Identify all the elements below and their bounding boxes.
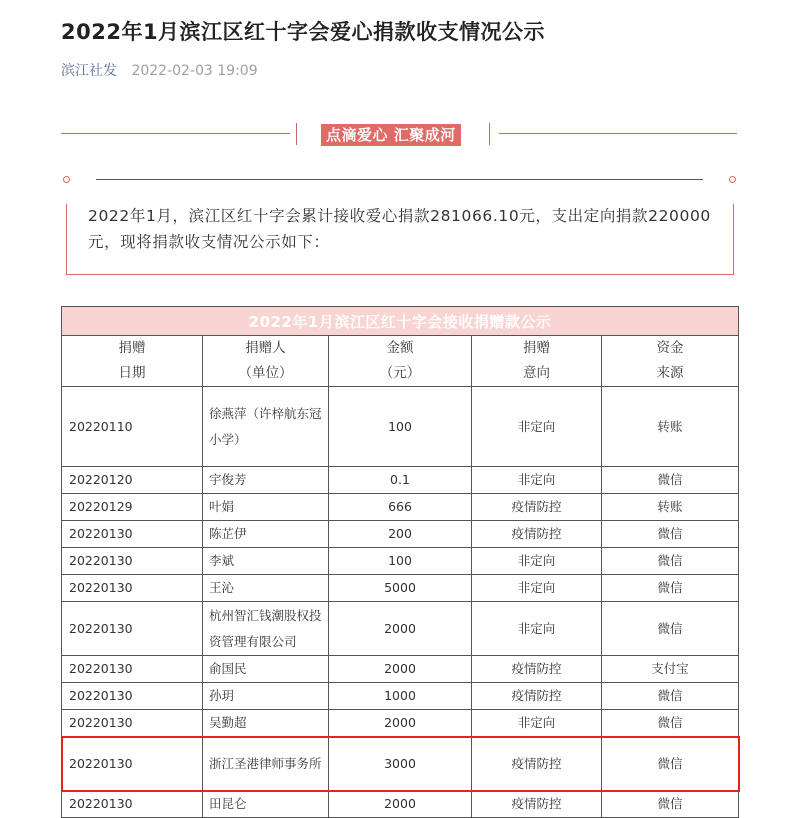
- banner-tick-right: [489, 123, 490, 145]
- cell-donor: 李斌: [203, 548, 329, 575]
- cell-date: 20220129: [62, 494, 203, 521]
- banner-divider-right: [499, 133, 737, 134]
- cell-date: 20220110: [62, 387, 203, 467]
- author-link[interactable]: 滨江社发: [61, 63, 117, 79]
- table-row: [62, 710, 739, 737]
- decor-divider: [96, 179, 703, 180]
- publish-date: 2022-02-03 19:09: [131, 63, 258, 79]
- cell-amount: 1000: [329, 683, 472, 710]
- header-date: 捐赠 日期: [62, 336, 203, 387]
- header-amount: 金额 （元）: [329, 336, 472, 387]
- cell-source: 微信: [602, 791, 739, 818]
- cell-date: 20220130: [62, 548, 203, 575]
- cell-amount: 3000: [329, 737, 472, 791]
- cell-source: 微信: [602, 548, 739, 575]
- header-source: 资金 来源: [602, 336, 739, 387]
- cell-source: 支付宝: [602, 656, 739, 683]
- cell-source: 微信: [602, 575, 739, 602]
- cell-source: 转账: [602, 387, 739, 467]
- cell-amount: 2000: [329, 710, 472, 737]
- cell-date: 20220130: [62, 656, 203, 683]
- cell-amount: 5000: [329, 575, 472, 602]
- cell-date: 20220130: [62, 683, 203, 710]
- table-row: [62, 683, 739, 710]
- cell-amount: 200: [329, 521, 472, 548]
- banner-slogan: 点滴爱心 汇聚成河: [321, 124, 461, 146]
- cell-amount: 2000: [329, 656, 472, 683]
- cell-amount: 2000: [329, 791, 472, 818]
- cell-intent: 非定向: [472, 710, 602, 737]
- table-row: [62, 656, 739, 683]
- cell-date: 20220130: [62, 521, 203, 548]
- table-caption: 2022年1月滨江区红十字会接收捐赠款公示: [62, 307, 739, 336]
- cell-source: 微信: [602, 710, 739, 737]
- cell-donor: 孙玥: [203, 683, 329, 710]
- cell-donor: 宇俊芳: [203, 467, 329, 494]
- cell-donor: 田昆仑: [203, 791, 329, 818]
- cell-source: 微信: [602, 467, 739, 494]
- cell-amount: 0.1: [329, 467, 472, 494]
- cell-date: 20220130: [62, 737, 203, 791]
- cell-donor: 徐燕萍（许梓航东冠小学）: [203, 387, 329, 467]
- banner-divider-left: [61, 133, 290, 134]
- cell-amount: 100: [329, 548, 472, 575]
- table-row: [62, 521, 739, 548]
- table-row: [62, 791, 739, 818]
- cell-donor: 叶娟: [203, 494, 329, 521]
- cell-intent: 疫情防控: [472, 494, 602, 521]
- table-row: [62, 575, 739, 602]
- cell-intent: 非定向: [472, 467, 602, 494]
- cell-donor: 陈芷伊: [203, 521, 329, 548]
- cell-intent: 非定向: [472, 387, 602, 467]
- article-title: 2022年1月滨江区红十字会爱心捐款收支情况公示: [61, 20, 546, 44]
- cell-date: 20220130: [62, 710, 203, 737]
- highlighted-table-row: [62, 737, 739, 791]
- header-intent: 捐赠 意向: [472, 336, 602, 387]
- cell-donor: 杭州智汇钱潮股权投资管理有限公司: [203, 602, 329, 656]
- cell-date: 20220130: [62, 575, 203, 602]
- cell-donor: 浙江圣港律师事务所: [203, 737, 329, 791]
- cell-amount: 666: [329, 494, 472, 521]
- cell-intent: 疫情防控: [472, 737, 602, 791]
- decor-dot-left: [63, 176, 70, 183]
- cell-intent: 非定向: [472, 548, 602, 575]
- donation-table: [61, 306, 739, 818]
- decor-dot-right: [729, 176, 736, 183]
- cell-source: 微信: [602, 521, 739, 548]
- cell-intent: 疫情防控: [472, 791, 602, 818]
- header-donor: 捐赠人 （单位）: [203, 336, 329, 387]
- cell-intent: 疫情防控: [472, 683, 602, 710]
- table-row: [62, 494, 739, 521]
- cell-donor: 俞国民: [203, 656, 329, 683]
- cell-source: 微信: [602, 683, 739, 710]
- table-row: [62, 387, 739, 467]
- cell-intent: 非定向: [472, 575, 602, 602]
- cell-source: 微信: [602, 737, 739, 791]
- banner-tick-left: [296, 123, 297, 145]
- table-row: [62, 548, 739, 575]
- table-row: [62, 602, 739, 656]
- cell-intent: 非定向: [472, 602, 602, 656]
- cell-intent: 疫情防控: [472, 656, 602, 683]
- cell-date: 20220120: [62, 467, 203, 494]
- cell-donor: 王沁: [203, 575, 329, 602]
- cell-amount: 100: [329, 387, 472, 467]
- article-meta: [61, 60, 258, 80]
- cell-intent: 疫情防控: [472, 521, 602, 548]
- intro-paragraph: 2022年1月，滨江区红十字会累计接收爱心捐款281066.10元，支出定向捐款220000元，现将捐款收支情况公示如下：: [88, 207, 711, 251]
- cell-amount: 2000: [329, 602, 472, 656]
- cell-source: 微信: [602, 602, 739, 656]
- cell-donor: 吴勤超: [203, 710, 329, 737]
- cell-date: 20220130: [62, 602, 203, 656]
- table-row: [62, 467, 739, 494]
- cell-source: 转账: [602, 494, 739, 521]
- cell-date: 20220130: [62, 791, 203, 818]
